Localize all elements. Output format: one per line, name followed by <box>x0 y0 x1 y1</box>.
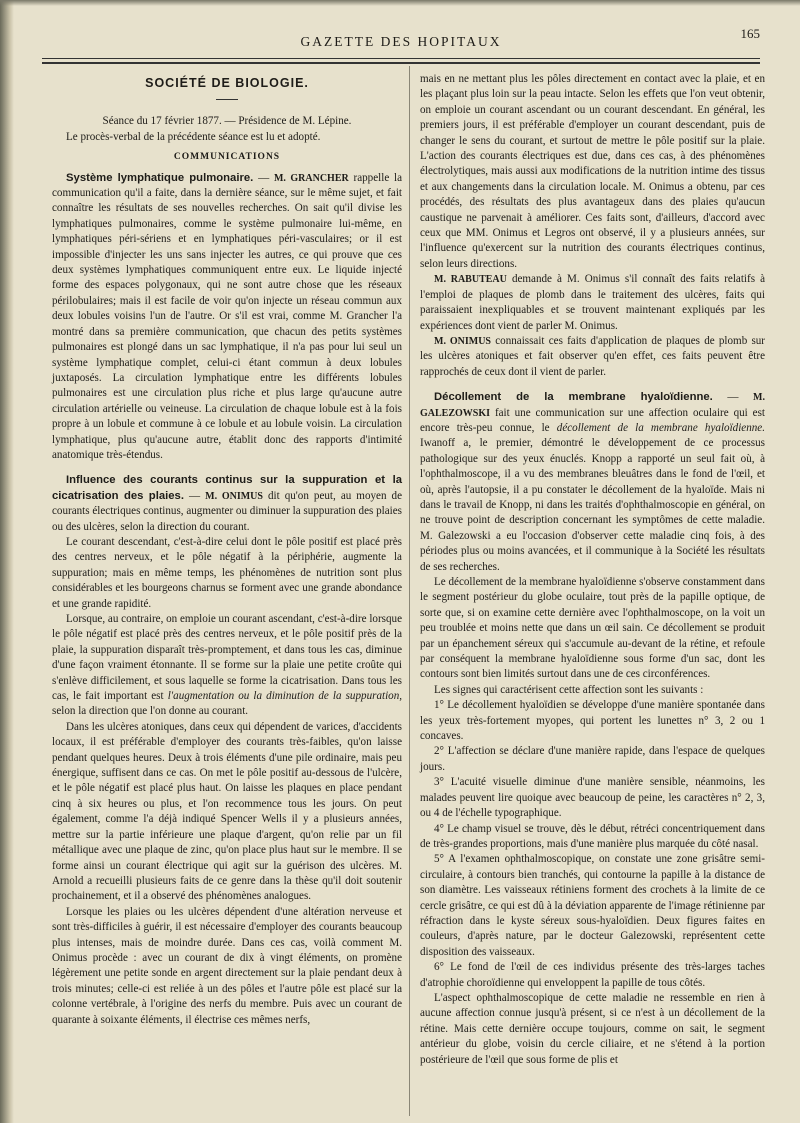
page-top-shadow <box>0 0 800 6</box>
author-name: M. GRANCHER <box>273 172 349 184</box>
text-run: selon la direction que l'on donne au courant. <box>52 705 249 718</box>
header-rule-thin <box>42 58 760 59</box>
paragraph-text: rappelle la communication qu'il a faite, dans la dernière séance, sur le même sujet, et fait connaître les résultats de ses nouvelles recherches. On sait qu'il divise les lymphatiques pulmonaires, comme le système pulmonaire lui-même, en lymphatiques péri-sériens et en lymphatiques péri-vasculaires; or il est impossible d'injecter les uns sans injecter les autres, ce qui prouve que ces deux systèmes lymphatiques communiquent entre eux. Le liquide injecté forme des espaces polygonaux, qui ne sont autre chose que les réseaux périlobulaires; mais il est facile de voir qu'on injecte un réseau commun aux deux lobules voisins l'un de l'autre. Or s'il est vrai, comme M. Grancher l'a montré dans sa première communication, que chacun des petits systèmes pulmonaires est plongé dans un sac lymphatique, il n'a pas pour lui seul un système lymphatique complet, celui-ci étant commun à deux lobules juxtaposés. La circulation lymphatique entre les différents lobules pulmonaires est une circulation plus riche et plus large qu'aucune autre circulation artérielle ou veineuse. La circulation de chaque lobule est à la fois propre à un lobule et commune à ce lobule et au lobule voisin. La circulation lymphatique, plus qu'aucune autre, établit donc des rapports d'intimité anatomique très-étendus. <box>52 171 403 461</box>
paragraph-text: Le décollement de la membrane hyaloïdienne s'observe constamment dans le segment postérieur du globe oculaire, tout près de la papille optique, de sorte que, si on examine cette dernière avec l'ophthalmoscope, on la voit un peu troublée et moins nette que dans un œil sain. Ce décollement se produit par un épanchement séreux qui s'accumule au-devant de la rétine, et refoule par conséquent la membrane hyaloïdienne sous forme d'un sac, dont les contours sont bien limités surtout dans une de ces circonférences. <box>420 576 765 681</box>
paragraph-courants: Influence des courants continus sur la suppuration et la cicatrisation des plaies. — M. ONIMUS dit qu'on peut, au moyen de courants électriques continus, augmenter ou diminuer la suppuration des plaies ou des ulcères, selon la direction du courant. <box>52 474 402 533</box>
right-column <box>420 72 765 1068</box>
paragraph-text: mais en ne mettant plus les pôles directement en contact avec la plaie, et en les plaçant plus loin sur la peau intacte. Selon les effets que l'on veut obtenir, on emploie un courant ascendant ou un courant descendant. En général, les premiers jours, il est préférable d'employer un courant descendant, puis de changer le sens du courant, et surtout de mettre le pôle positif sur la plaie. L'action des courants électriques est due, dans ces cas, à des phénomènes électrolytiques, mais aussi aux modifications de la nutrition intime des tissus et aux changements dans la circulation locale. M. Onimus a obtenu, par ces procédés, des résultats des plus avantageux dans des plaies qu'aucun caustique ne parvenait à améliorer. Ces faits sont, d'ailleurs, d'accord avec ceux que MM. Onimus et Legros ont observé, il y a plusieurs années, sur l'influence qu'exercent sur la nutrition des courants électriques continus, selon leurs directions. <box>420 73 765 270</box>
paragraph-text: demande à M. Onimus s'il connaît des faits relatifs à l'emploi de plaques de plomb dans le traitement des ulcères, faits qui paraissaient inexpliquables et se trouvent maintenant expliqués par les expériences dont vient de parler M. Onimus. <box>420 273 766 332</box>
paragraph-hyaloidienne: Décollement de la membrane hyaloïdienne. — M. GALEZOWSKI fait une communication sur une affection oculaire qui est encore très-peu connue, le décollement de la membrane hyaloïdienne. Iwanoff a, le premier, démontré le développement de ce processus pathologique sur des yeux énuclés. Knopp a rapporté un seul fait où, à l'ophthalmoscope, il a vu des membranes bleuâtres dans le fond de l'œil, et où, après l'autopsie, il a pu constater le décollement de la hyaloïde. Mais ni dans le travail de Knopp, ni dans les traités d'ophthalmoscopie en général, on ne trouve point de description concernant les symptômes de cette maladie. M. Galezowski a eu l'occasion d'observer cette maladie cinq fois, à des périodes plus ou moins avancées, et il communique à la Société les résultats de ses recherches. <box>420 391 765 573</box>
list-item: 5° A l'examen ophthalmoscopique, on constate une zone grisâtre semi-circulaire, à contours bien tranchés, qui contourne la papille à la distance de son diamètre. Les vaisseaux rétiniens forment des crochets à la limite de ce cercle grisâtre, ce qui est dû à la déviation apparente de l'image rétinienne par réfraction dans le kyste séreux sous-hyaloïdien. Deux figures faites en couleurs, d'après nature, par le docteur Galezowski, représentent cette disposition des vaisseaux. <box>420 853 765 958</box>
page-edge-shadow <box>0 0 14 1123</box>
list-item: 2° L'affection se déclare d'une manière rapide, dans l'espace de quelques jours. <box>420 745 765 773</box>
section-title: SOCIÉTÉ DE BIOLOGIE. <box>145 76 309 90</box>
proces-verbal: Le procès-verbal de la précédente séance est lu et adopté. <box>66 130 321 143</box>
italic-phrase: l'augmentation ou la diminution de la suppuration, <box>167 690 403 703</box>
paragraph-title: Influence des courants continus sur la suppuration et la cicatrisation des plaies. <box>52 474 402 502</box>
seance-line: Séance du 17 février 1877. — Présidence de M. Lépine. <box>102 115 352 128</box>
header-rule-thick <box>42 62 760 64</box>
paragraph-onimus <box>420 334 765 380</box>
list-item: 3° L'acuité visuelle diminue d'une manière sensible, néanmoins, les malades peuvent lire quoique avec beaucoup de peine, les caractères n° 2, 3, ou 4 de l'échelle typographique. <box>420 776 765 820</box>
list-item: 1° Le décollement hyaloïdien se développe d'une manière spontanée dans les yeux très-fortement myopes, qui portent les lunettes n° 3, 2 ou 1 concaves. <box>420 699 765 743</box>
paragraph-text: L'aspect ophthalmoscopique de cette maladie ne ressemble en rien à aucune affection connue jusqu'à présent, si ce n'est à un décollement de la rétine. Mais cette dernière occupe toujours, comme on sait, le segment antérieur du globe, voisin du cercle ciliaire, et ne s'étend à la portion postérieure de l'œil que sous forme de plis et <box>420 991 765 1066</box>
italic-phrase: décollement de la membrane hyaloïdienne. <box>556 421 765 434</box>
paragraph-text: dit qu'on peut, au moyen de courants électriques continus, augmenter ou diminuer la suppuration des plaies ou des ulcères, selon la direction du courant. <box>52 489 402 533</box>
title-rule <box>216 99 238 100</box>
paragraph-rabuteau <box>420 272 765 334</box>
author-name: M. ONIMUS <box>434 335 491 347</box>
paragraph-text: connaissait ces faits d'application de plaques de plomb sur les ulcères atoniques et fait observer qu'en effet, ces faits peuvent être rapprochés de ceux dont il vient de parler. <box>420 334 766 378</box>
list-item: 4° Le champ visuel se trouve, dès le début, rétréci concentriquement dans de très-grandes proportions, mais d'une manière plus marquée du côté nasal. <box>420 822 765 850</box>
journal-title: GAZETTE DES HOPITAUX <box>300 34 502 49</box>
author-name: M. RABUTEAU <box>434 274 507 286</box>
text-run: fait une communication sur une affection oculaire qui est encore très-peu connue, le <box>420 406 765 434</box>
author-name: M. ONIMUS <box>205 490 263 502</box>
paragraph-text: Le courant descendant, c'est-à-dire celui dont le pôle positif est placé près des centres nerveux, et le pôle négatif à la périphérie, augmente la suppuration; mais en même temps, les phénomènes de nutrition sont plus considérables et les bourgeons charnus se forment avec une grande abondance et une grande rapidité. <box>52 535 402 610</box>
paragraph-text: Dans les ulcères atoniques, dans ceux qui dépendent de varices, d'accidents locaux, il est préférable d'employer des courants très-faibles, qu'on laisse pendant quelques heures. Deux à trois éléments d'une pile ordinaire, mais peu énergique, suffisent dans ce cas. On met le pôle positif au-dessous de l'ulcère, et le pôle négatif est placé plus haut. On laisse les plaques en place pendant cinq à six heures ou plus, et l'on recommence tous les jours. On peut également, comme l'a déjà indiqué Spencer Wells il y a plusieurs années, mettre sur la partie inférieure une plaque d'argent, qu'on relie par un fil métallique avec une plaque de zinc, qu'on place plus haut sur le membre. Il se forme ainsi un courant électrique qui agit sur la guérison des ulcères. M. Arnold a recueilli plusieurs faits de ce genre dans la thèse qu'il doit soutenir prochainement, et il a observé des phénomènes analogues. <box>52 720 402 903</box>
left-column <box>52 72 402 1028</box>
column-divider <box>409 66 410 1116</box>
paragraph-lymphatique: Système lymphatique pulmonaire. — M. GRANCHER rappelle la communication qu'il a faite, dans la dernière séance, sur le même sujet, et fait connaître les résultats de ses nouvelles recherches. On sait qu'il divise les lymphatiques pulmonaires, comme le système pulmonaire lui-même, en lymphatiques péri-sériens et en lymphatiques péri-vasculaires; or il est impossible d'injecter les uns sans injecter les autres, ce qui prouve que ces deux systèmes lymphatiques communiquent entre eux. Le liquide injecté forme des espaces polygonaux, qui ne sont autre chose que les réseaux périlobulaires; mais il est facile de voir qu'on injecte un réseau commun aux deux lobules voisins l'un de l'autre. Or s'il est vrai, comme M. Grancher l'a montré dans sa première communication, que chacun des petits systèmes pulmonaires est plongé dans un sac lymphatique, il n'a pas pour lui seul un système lymphatique complet, celui-ci étant commun à deux lobules juxtaposés. La circulation lymphatique entre les différents lobules pulmonaires est une circulation plus riche et plus large qu'aucune autre circulation artérielle ou veineuse. La circulation de chaque lobule est à la fois propre à un lobule et commune à ce lobule et au lobule voisin. La circulation lymphatique, plus qu'aucune autre, établit donc des rapports d'intimité anatomique très-étendus. <box>52 171 403 461</box>
page-header <box>42 26 760 56</box>
paragraph-title: Décollement de la membrane hyaloïdienne. <box>434 391 713 404</box>
list-item: 6° Le fond de l'œil de ces individus présente des très-larges taches d'atrophie choroïdienne qui enveloppent la papille de tous côtés. <box>420 961 765 989</box>
page-number: 165 <box>740 26 760 41</box>
text-run: Lorsque, au contraire, on emploie un courant ascendant, c'est-à-dire lorsque le pôle négatif est placé près des centres nerveux, et le pôle positif près de la plaie, la suppuration disparaît très-promptement, et dans tous les cas, diminue d'une façon vraiment étonnante. Il se forme sur la plaie une petite croûte qui s'enlève difficilement, et sous laquelle se forme la cicatrisation. Dans tous les cas, le fait important est <box>52 613 402 703</box>
paragraph-text: Lorsque les plaies ou les ulcères dépendent d'une altération nerveuse et sont très-difficiles à guérir, il est nécessaire d'employer des courants beaucoup plus intenses, mais de moindre durée. Dans ces cas, voilà comment M. Onimus procède : avec un courant de dix à vingt éléments, on promène légèrement une petite sonde en argent directement sur la plaie pendant deux à trois minutes; celle-ci est reliée à un des pôles et l'autre pôle est placé sur la colonne vertébrale, à l'origine des nerfs du membre. Puis avec un courant de quarante à soixante éléments, il électrise ces mêmes nerfs, <box>52 905 402 1026</box>
text-run: Iwanoff a, le premier, démontré le développement de ce processus pathologique sur des yeux énuclés. Knopp a rapporté un seul fait où, à l'ophthalmoscope, il a vu des membranes bleuâtres dans le fond de l'œil, et où, après l'autopsie, il a pu constater le décollement de la hyaloïde. Mais ni dans le travail de Knopp, ni dans les traités d'ophthalmoscopie en général, on ne trouve point de description concernant les symptômes de cette maladie. M. Galezowski a eu l'occasion d'observer cette maladie cinq fois, à des périodes plus ou moins avancées, et il communique à la Société les résultats de ses recherches. <box>420 437 765 573</box>
paragraph-title: Système lymphatique pulmonaire. <box>66 171 254 184</box>
communications-heading: COMMUNICATIONS <box>173 152 281 163</box>
paragraph-text <box>52 612 402 720</box>
paragraph-text: Les signes qui caractérisent cette affection sont les suivants : <box>434 683 704 696</box>
author-name: M. GALEZOWSKI <box>420 392 765 419</box>
